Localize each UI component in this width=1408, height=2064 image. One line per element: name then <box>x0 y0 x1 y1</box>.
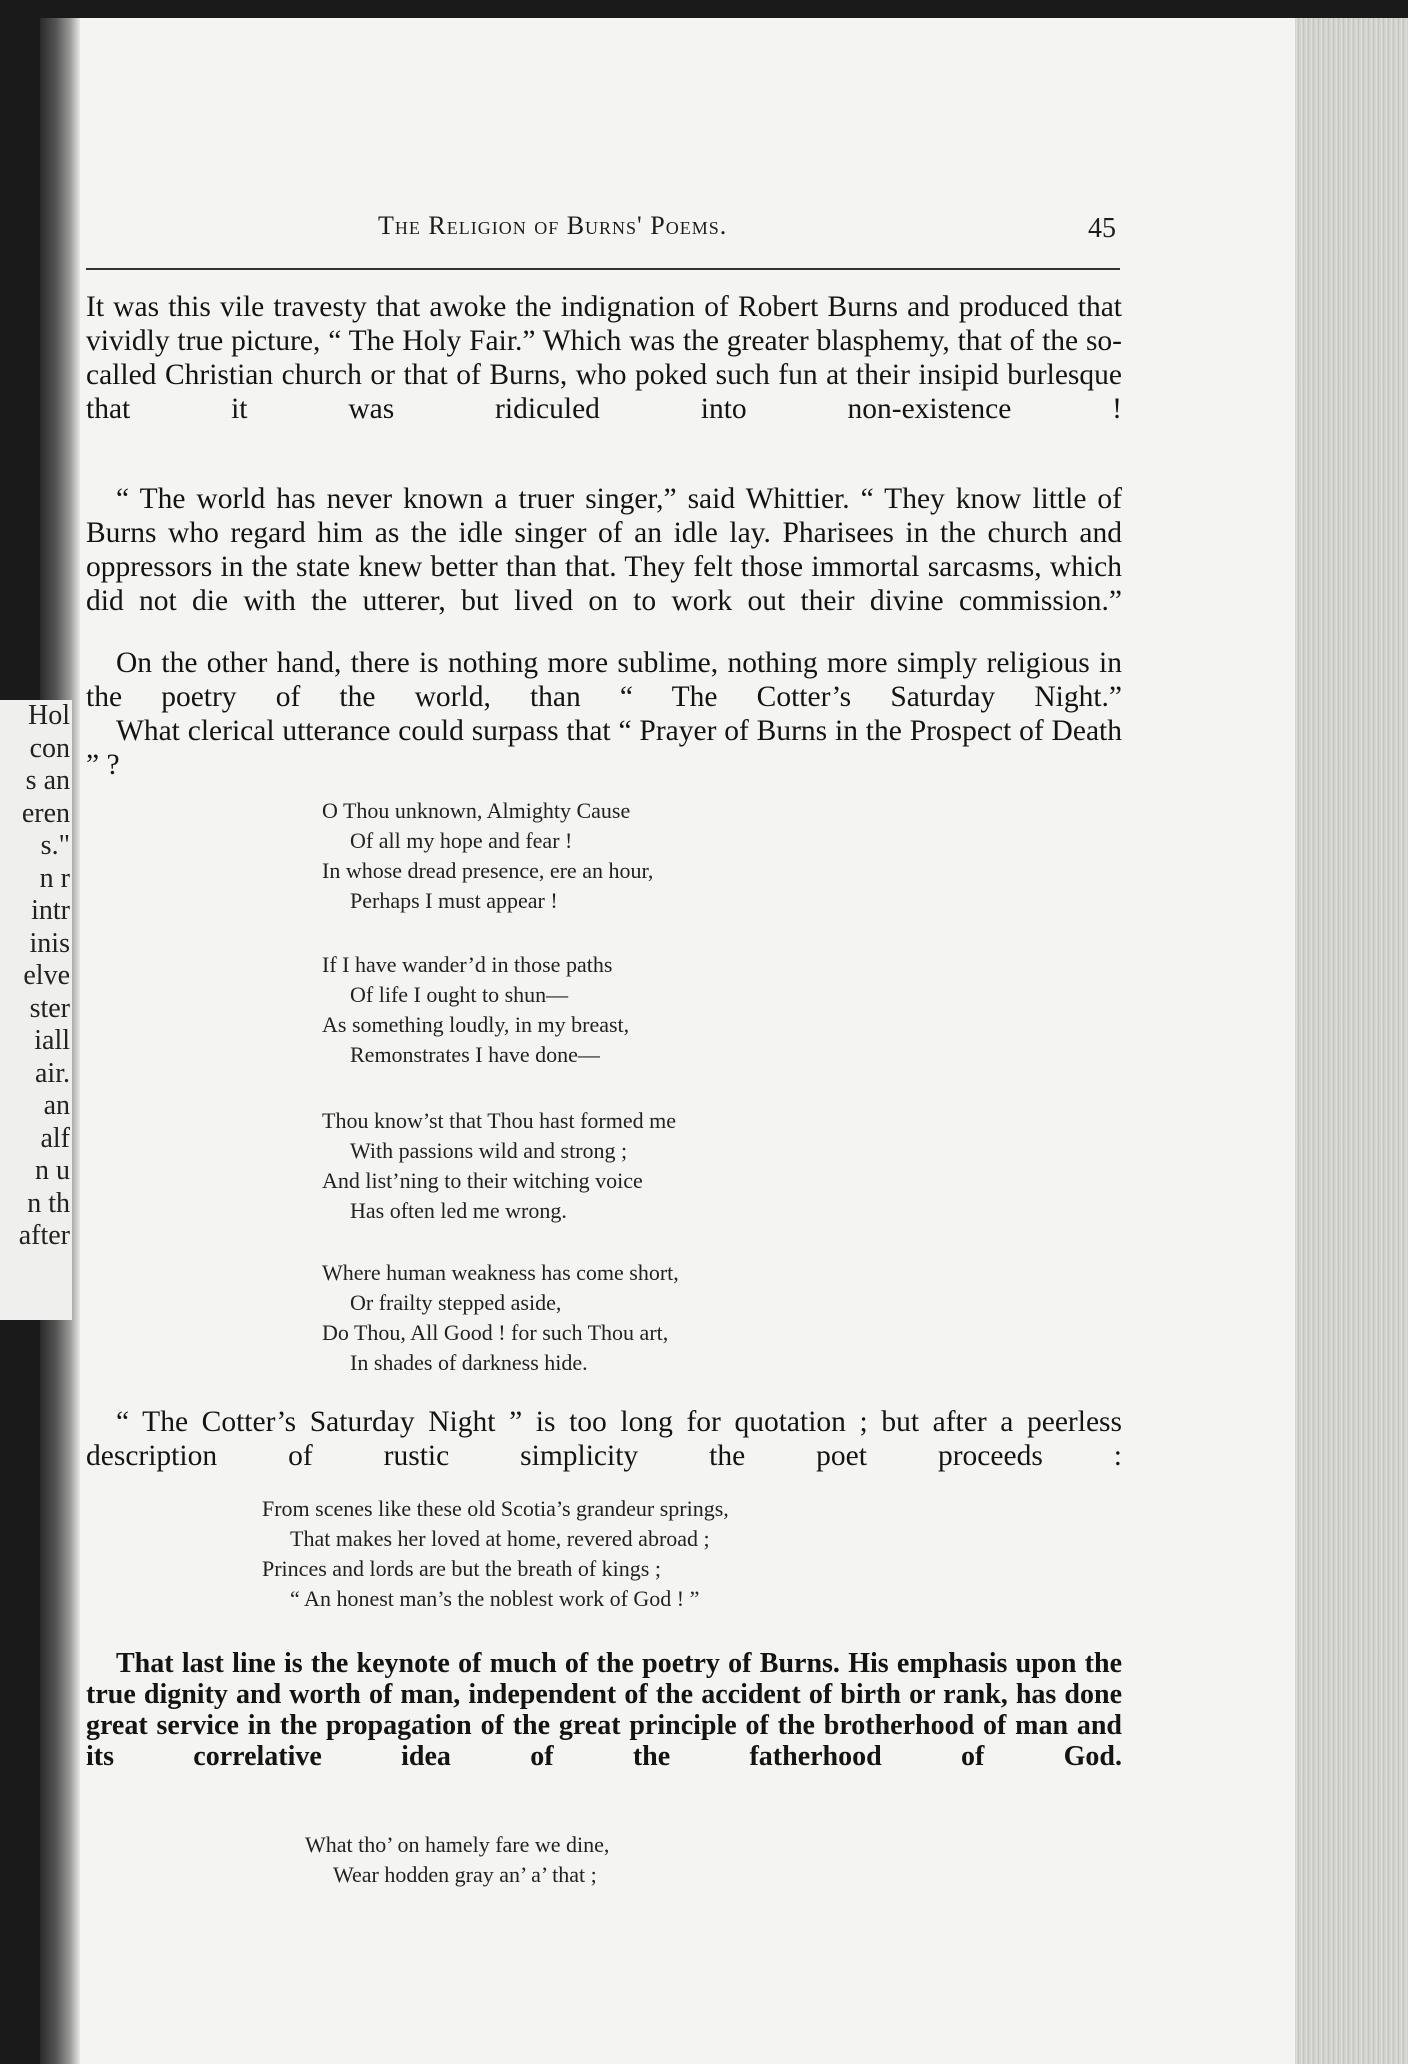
paragraph-cotter-quotation: “ The Cotter’s Saturday Night ” is too long for quotation ; but after a peerless description of rustic simplicity the poet proceeds : <box>86 1406 1122 1472</box>
paragraph-prayer-intro: What clerical utterance could surpass that “ Prayer of Burns in the Prospect of Death ” ? <box>86 715 1122 781</box>
verse-stanza <box>322 1106 676 1226</box>
verse-line: If I have wander’d in those paths <box>322 952 613 977</box>
facing-page-fragment: Hol con s an eren s." n r intr inis elve ster iall air. an alf n u n th after <box>0 700 72 1320</box>
running-head: The Religion of Burns' Poems. <box>378 211 728 240</box>
verse-line: Wear hodden gray an’ a’ that ; <box>333 1862 597 1887</box>
paragraph-holy-fair: It was this vile travesty that awoke the indignation of Robert Burns and produced that vividly true picture, “ The Holy Fair.” Which was the greater blasphemy, that of the so-called Christian church or that of Burns, who poked such fun at their insipid burlesque that it was ridiculed into non-existence ! <box>86 291 1122 425</box>
paragraph-cotter-sublime: On the other hand, there is nothing more sublime, nothing more simply religious in the poetry of the world, than “ The Cotter’s Saturday Night.” <box>86 647 1122 713</box>
verse-line: That makes her loved at home, revered abroad ; <box>290 1526 710 1551</box>
verse-line: “ An honest man’s the noblest work of God ! ” <box>290 1586 700 1611</box>
verse-stanza <box>322 1258 679 1378</box>
verse-line: In whose dread presence, ere an hour, <box>322 858 654 883</box>
page-edges <box>1295 18 1408 2064</box>
paragraph-whittier: “ The world has never known a truer singer,” said Whittier. “ They know little of Burns who regard him as the idle singer of an idle lay. Pharisees in the church and oppressors in the state knew better than that. They felt those immortal sarcasms, which did not die with the utterer, but lived on to work out their divine commission.” <box>86 483 1122 617</box>
verse-line: Princes and lords are but the breath of kings ; <box>262 1556 661 1581</box>
header-rule <box>86 268 1120 270</box>
verse-line: Of life I ought to shun— <box>350 982 569 1007</box>
verse-line: What tho’ on hamely fare we dine, <box>305 1832 610 1857</box>
verse-line: Do Thou, All Good ! for such Thou art, <box>322 1320 669 1345</box>
verse-stanza-honest-poverty <box>305 1830 609 1890</box>
verse-stanza <box>322 950 629 1070</box>
verse-line: Of all my hope and fear ! <box>350 828 573 853</box>
verse-line: From scenes like these old Scotia’s grandeur springs, <box>262 1496 729 1521</box>
verse-line: With passions wild and strong ; <box>350 1138 628 1163</box>
verse-line: O Thou unknown, Almighty Cause <box>322 798 631 823</box>
verse-line: Thou know’st that Thou hast formed me <box>322 1108 676 1133</box>
verse-line: And list’ning to their witching voice <box>322 1168 643 1193</box>
verse-line: Perhaps I must appear ! <box>350 888 558 913</box>
verse-line: In shades of darkness hide. <box>350 1350 588 1375</box>
paragraph-keynote: That last line is the keynote of much of the poetry of Burns. His emphasis upon the true dignity and worth of man, independent of the accident of birth or rank, has done great service in the propagation of the great principle of the brotherhood of man and its correlative idea of the fatherhood of God. <box>86 1648 1122 1772</box>
verse-line: As something loudly, in my breast, <box>322 1012 630 1037</box>
verse-line: Remonstrates I have done— <box>350 1042 600 1067</box>
page-number: 45 <box>1088 213 1116 244</box>
verse-line: Has often led me wrong. <box>350 1198 567 1223</box>
verse-line: Where human weakness has come short, <box>322 1260 679 1285</box>
verse-line: Or frailty stepped aside, <box>350 1290 562 1315</box>
verse-stanza <box>322 796 653 916</box>
verse-stanza-cotter <box>262 1494 729 1614</box>
